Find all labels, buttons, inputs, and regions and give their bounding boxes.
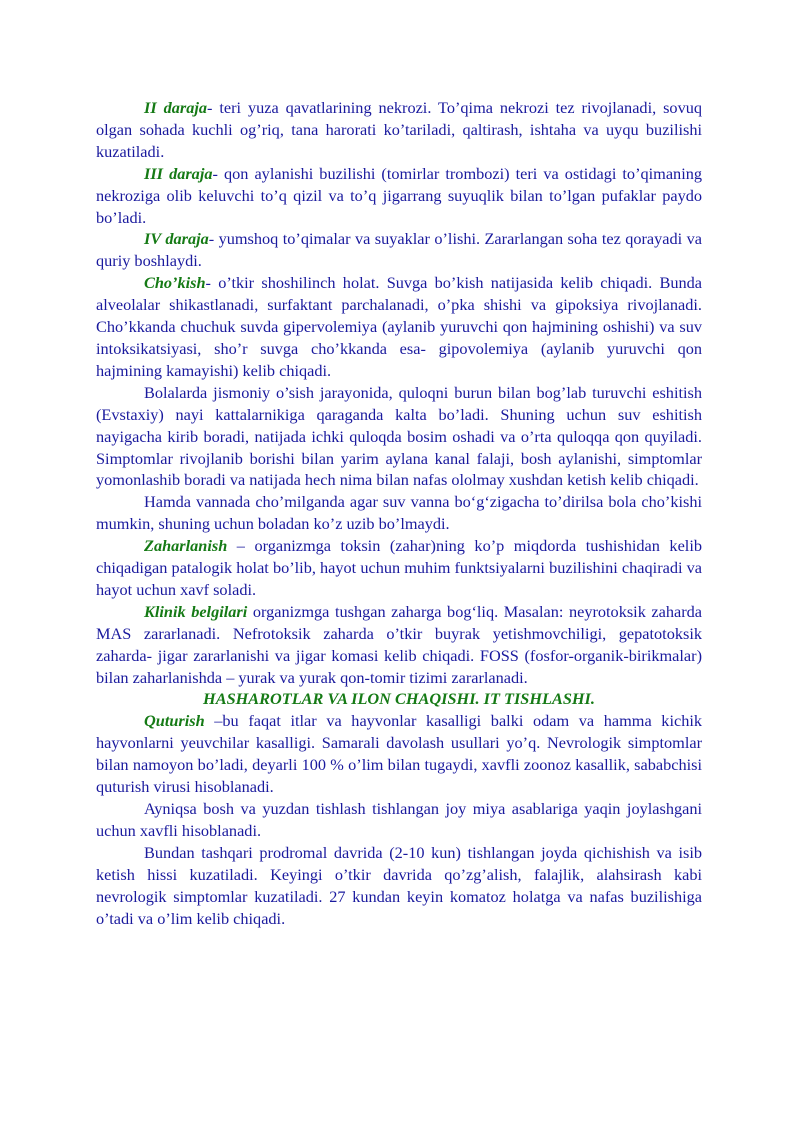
term-degree-4: IV daraja — [144, 229, 209, 249]
paragraph-drowning — [96, 272, 702, 382]
paragraph-degree-2 — [96, 97, 702, 163]
paragraph-children-ear — [96, 382, 702, 492]
paragraph-clinical-signs — [96, 601, 702, 689]
paragraph-text: Hamda vannada cho’milganda agar suv vanna bo‘g‘zigacha to’dirilsa bola cho’kishi mumkin, shuning uchun boladan ko’z uzib bo’lmaydi. — [96, 492, 702, 534]
paragraph-rabies — [96, 710, 702, 798]
term-clinical-signs: Klinik belgilari — [144, 601, 248, 621]
term-degree-3: III daraja — [144, 163, 213, 183]
paragraph-prodromal — [96, 842, 702, 930]
paragraph-text: - qon aylanishi buzilishi (tomirlar trombozi) teri va ostidagi to’qimaning nekroziga olib keluvchi to’q qizil va to’q jigarrang suyuqlik bilan to’lgan pufaklar paydo bo’ladi. — [96, 163, 702, 227]
term-degree-2: II daraja — [144, 98, 208, 117]
term-drowning: Cho’kish — [144, 273, 206, 293]
paragraph-text: Ayniqsa bosh va yuzdan tishlash tishlangan joy miya asablariga yaqin joylashgani uchun xavfli hisoblanadi. — [96, 799, 702, 840]
paragraph-text: - o’tkir shoshilinch holat. Suvga bo’kish natijasida kelib chiqadi. Bunda alveolalar shikastlanadi, surfaktant parchalanadi, o’pka shishi va gipoksiya rivojlanadi. Cho’kkanda chuchuk suvda gipervolemiya (aylanib yuruvchi qon hajmining oshishi) va suv intoksikatsiyasi, sho’r suvga cho’kkanda esa- gipovolemiya (aylanib yuruvchi qon hajmining kamayishi) kelib chiqadi. — [96, 273, 702, 380]
paragraph-text: Bundan tashqari prodromal davrida (2-10 kun) tishlangan joyda qichishish va isib ketish hissi kuzatiladi. Keyingi o’tkir davrida qo’zg’alish, falajlik, alahsirash kabi nevrologik simptomlar kuzatiladi. 27 kundan keyin komatoz holatga va nafas buzilishiga o’tadi va o’lim kelib chiqadi. — [96, 842, 702, 928]
paragraph-degree-4 — [96, 228, 702, 272]
paragraph-head-bites — [96, 798, 702, 842]
paragraph-text: - yumshoq to’qimalar va suyaklar o’lishi. Zararlangan soha tez qorayadi va quriy boshlaydi. — [96, 229, 702, 271]
paragraph-degree-3 — [96, 163, 702, 229]
paragraph-poisoning — [96, 535, 702, 601]
term-rabies: Quturish — [144, 711, 205, 731]
document-page — [96, 97, 702, 929]
paragraph-text: – organizmga toksin (zahar)ning ko’p miqdorda tushishidan kelib chiqadigan patalogik holat bo’lib, hayot uchun muhim funktsiyalarni buzilishini chaqiradi va hayot uchun xavf soladi. — [96, 536, 702, 599]
paragraph-bath — [96, 491, 702, 535]
paragraph-text: Bolalarda jismoniy o’sish jarayonida, quloqni burun bilan bog’lab turuvchi eshitish (Evstaxiy) nayi kattalarnikiga qaraganda kalta bo’ladi. Shuning uchun suv eshitish nayigacha kirib boradi, natijada ichki quloqda bosim oshadi va o’rta quloqqa qon quyiladi. Simptomlar rivojlanib borishi bilan yarim aylana kanal falaji, bosh aylanishi, simptomlar yomonlashib boradi va natijada hech nima bilan nafas ololmay xushdan ketish kelib chiqadi. — [96, 382, 702, 490]
section-heading: HASHAROTLAR VA ILON CHAQISHI. IT TISHLASHI. — [203, 689, 595, 709]
paragraph-text: organizmga tushgan zaharga bog‘liq. Masalan: neyrotoksik zaharda MAS zararlanadi. Nefrotoksik zaharda o’tkir buyrak yetishmovchiligi, gepatotoksik zaharda- jigar zararlanishi va jigar komasi kelib chiqadi. FOSS (fosfor-organik-birikmalar) bilan zaharlanishda – yurak va yurak qon-tomir tizimi zararlanadi. — [96, 601, 703, 687]
term-poisoning: Zaharlanish — [144, 536, 228, 556]
paragraph-text: –bu faqat itlar va hayvonlar kasalligi balki odam va hamma kichik hayvonlarni yeuvchilar kasalligi. Samarali davolash usullari yo’q. Nevrologik simptomlar bilan namoyon bo’ladi, deyarli 100 % o’lim bilan tugaydi, xavfli zoonoz kasallik, sababchisi quturish virusi hisoblanadi. — [96, 711, 702, 797]
paragraph-text: - teri yuza qavatlarining nekrozi. To’qima nekrozi tez rivojlanadi, sovuq olgan sohada kuchli og’riq, tana harorati ko’tariladi, qaltirash, ishtaha va uyqu buzilishi kuzatiladi. — [96, 98, 702, 161]
